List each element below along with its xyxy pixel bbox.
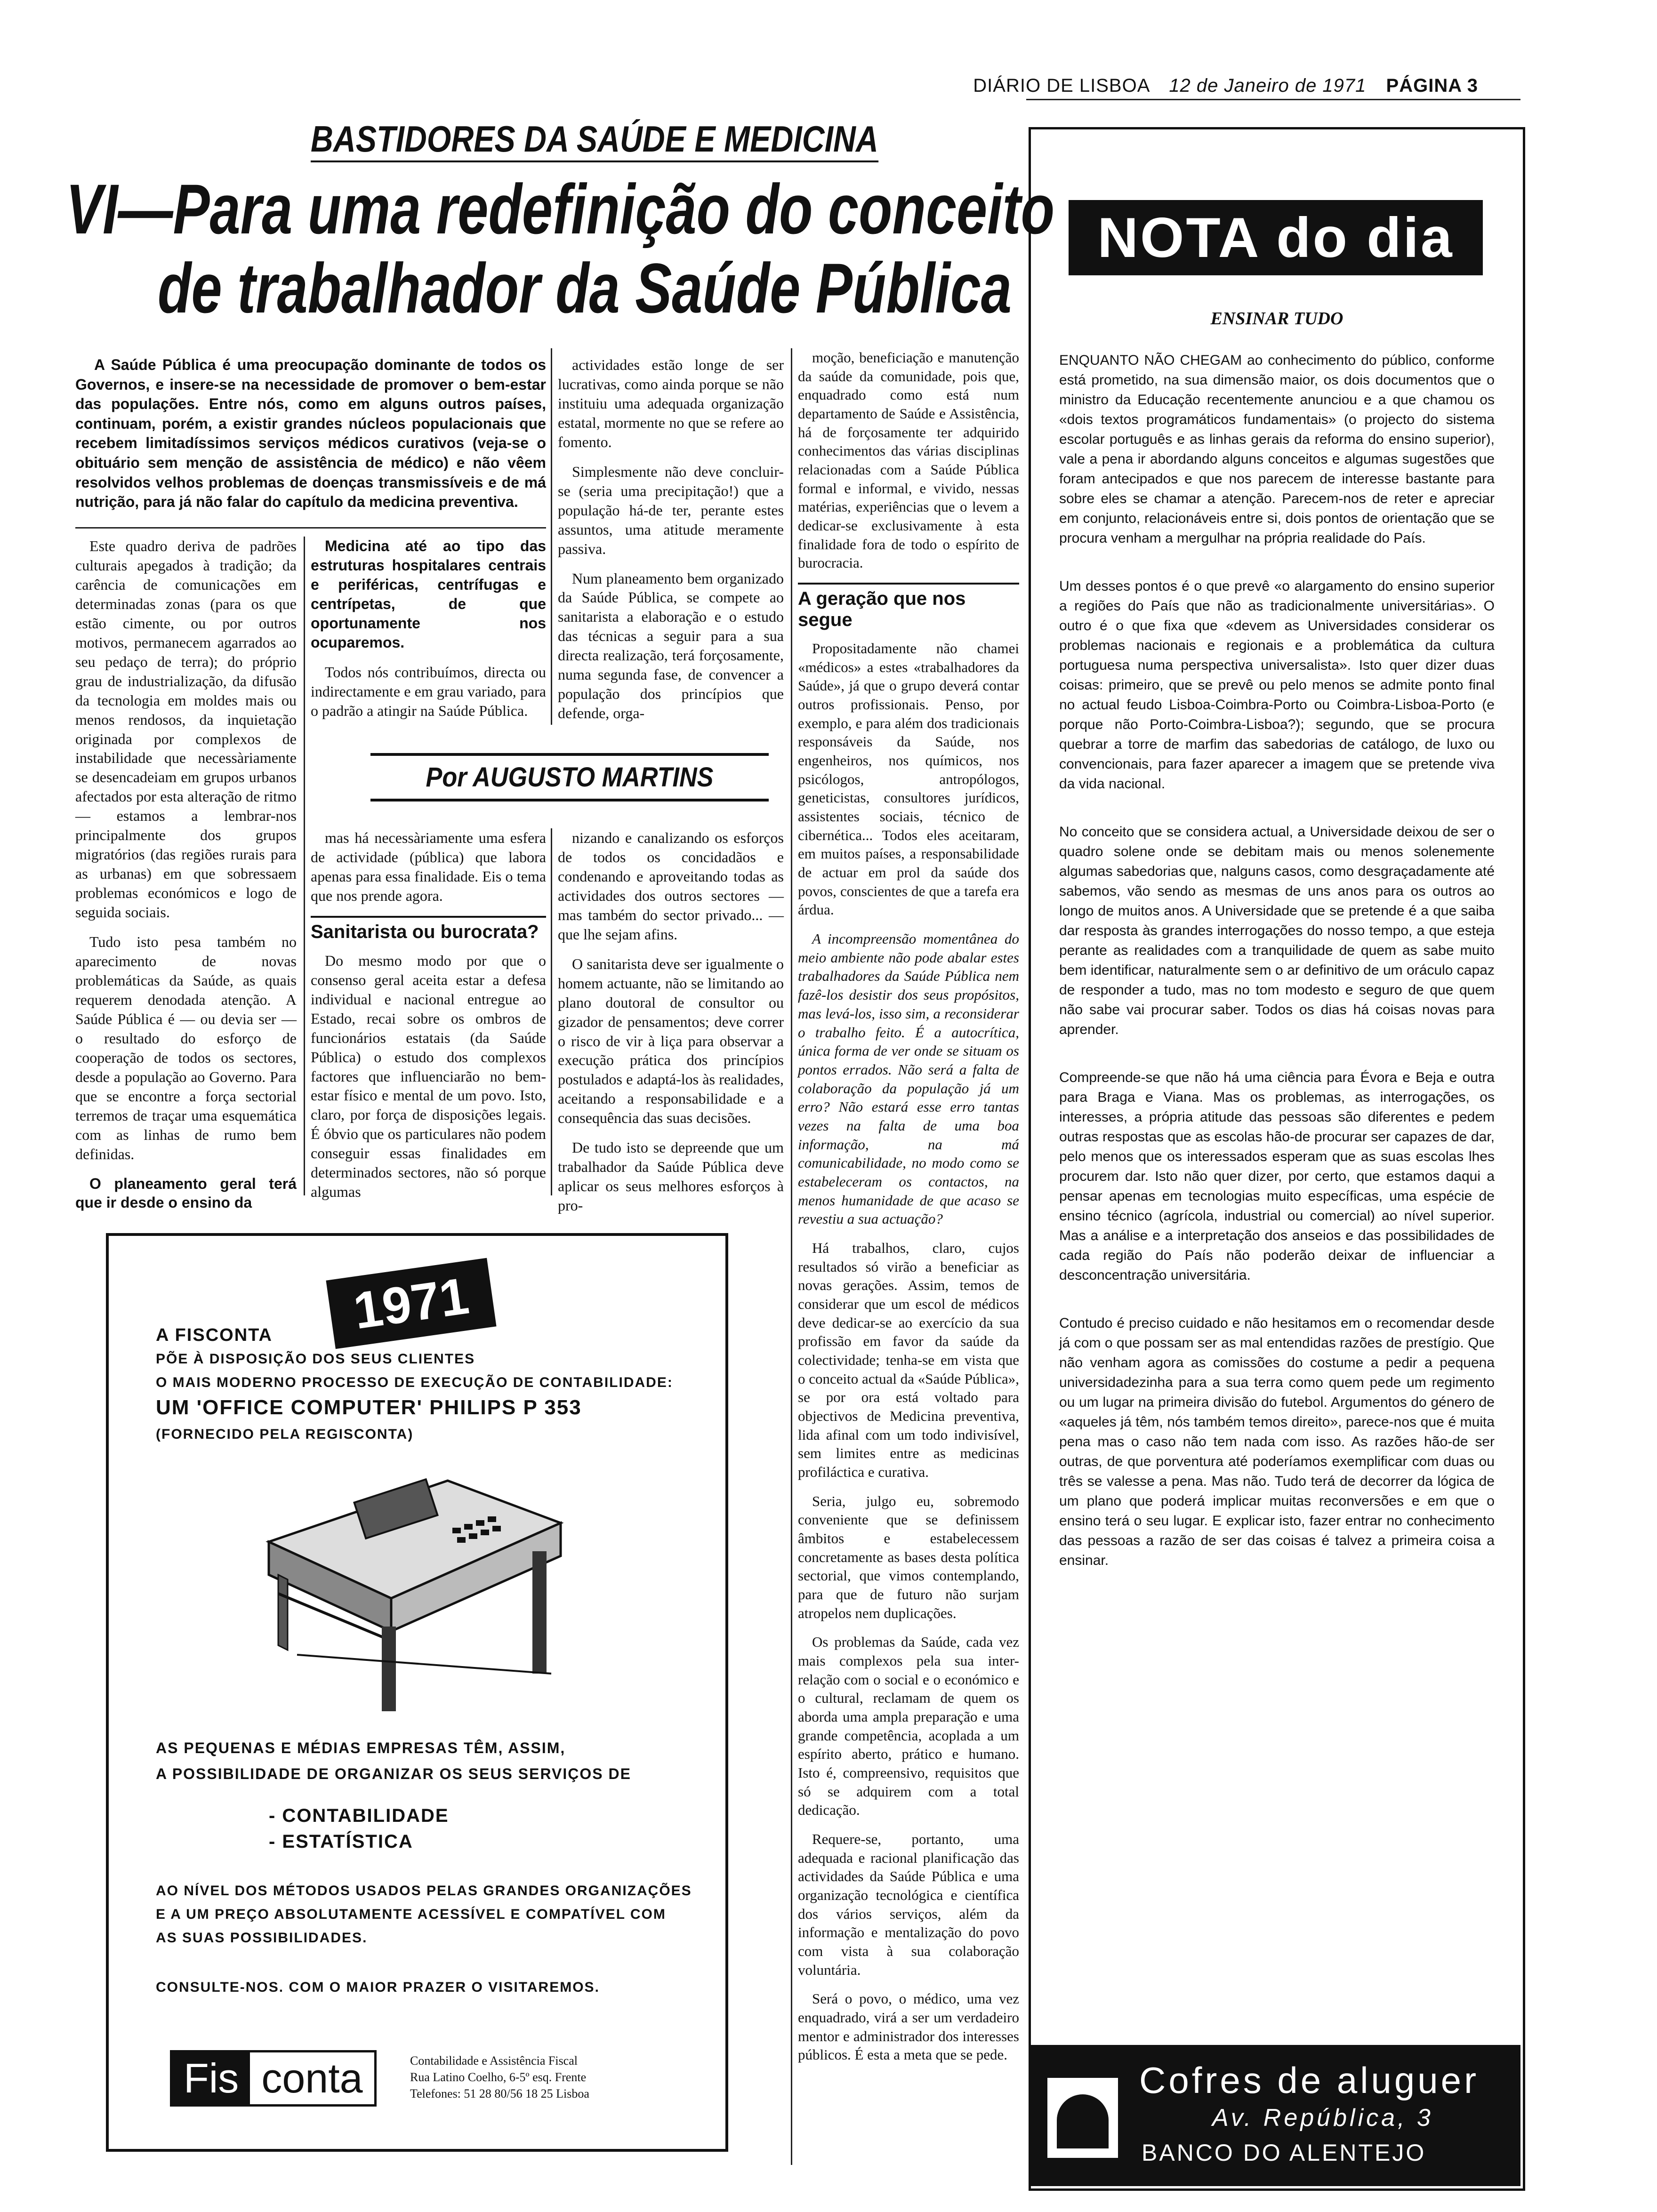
ad-line: AS PEQUENAS E MÉDIAS EMPRESAS TÊM, ASSIM, [156, 1739, 566, 1756]
paragraph: De tudo isto se depreende que um trabalhador da Saúde Pública deve aplicar os seus melhores esforços à pro- [558, 1139, 784, 1214]
paragraph: Medicina até ao tipo das estruturas hospitalares centrais e periféricas, centrífugas e centrípetas, de que oportunamente nos ocuparemos. [311, 537, 546, 651]
paragraph: Há trabalhos, claro, cujos resultados só virão a beneficiar as novas gerações. Assim, temos de considerar que um escol de médicos deve dedicar-se ao exercício da sua profissão em favor da saúde da colectividade; tenha-se em vista que o conceito actual da «Saúde Pública», se por ora está voltado para objectivos de Medicina preventiva, lida afinal com um todo indivisível, sem limites entre as medicinas profiláctica e curativa. [798, 1239, 1020, 1480]
article-column-2 [311, 537, 546, 731]
ad-address [410, 2052, 589, 2102]
banco-do-alentejo-ad [1029, 2045, 1520, 2186]
paragraph: Num planeamento bem organizado da Saúde Pública, se compete ao sanitarista a elaboração e o estudo das técnicas a seguir para a sua directa realização, terá forçosamente, numa segunda fase, de convencer a população dos princípios que defende, orga- [558, 569, 784, 722]
paragraph: O planeamento geral terá que ir desde o ensino da [75, 1175, 297, 1211]
lead-text: A Saúde Pública é uma preocupação dominante de todos os Governos, e insere-se na necessidade de promover o bem-estar das populações. Entre nós, como em alguns outros países, continuam, porém, a existir grandes núcleos populacionais que recebem limitadíssimos serviços médicos curativos (veja-se o obituário sem menção de assistência de médico) e não vêem resolvidos velhos problemas de doenças transmissíveis e de má nutrição, para já não falar do capítulo da medicina preventiva. [75, 356, 546, 511]
article-column-2-lower [311, 828, 546, 1212]
ad-line: AO NÍVEL DOS MÉTODOS USADOS PELAS GRANDES ORGANIZAÇÕES [156, 1883, 692, 1899]
paragraph: Tudo isto pesa também no aparecimento de novas problemáticas da Saúde, as quais requerem denodada atenção. A Saúde Pública é — ou devia ser — o resultado do esforço de cooperação de todos os sectores, desde a população ao Governo. Para que se encontre a força sectorial terremos de traçar uma esquemática com as linhas de rumo bem definidas. [75, 933, 297, 1162]
paragraph: O sanitarista deve ser igualmente o homem actuante, não se limitando ao plano doutoral de consultor ou gizador de pensamentos; deve correr o risco de vir à liça para observar a execução prática dos princípios postulados e adaptá-los às realidades, aceitando a responsabilidade e a consequência das suas decisões. [558, 955, 784, 1127]
article-kicker: BASTIDORES DA SAÚDE E MEDICINA [311, 118, 878, 162]
nota-paragraph: No conceito que se considera actual, a Universidade deixou de ser o quadro solene onde se debitam mais ou menos solenemente algumas sabedorias que, nalguns casos, como desgraçadamente até sabemos, vão sendo as mesmas de uns anos para os outros ao longo de muitos anos. A Universidade que se pretende é a que saiba dar resposta às grandes interrogações do nosso tempo, a que esteja perante as realidades com a tranquilidade de quem as sabe muito bem identificar, naturalmente sem o ar definitivo de um oráculo capaz de responder a tudo, mas no tom modesto e seguro de que quem não sabe vai procurar saber. Todos os dias há coisas novas para aprender. [1059, 824, 1495, 1037]
year-badge: 1971 [326, 1258, 496, 1349]
paragraph: Este quadro deriva de padrões culturais apegados à tradição; da carência de comunicações em determinadas zonas (para os que estão cimente, ou por outros motivos, permanecem agarrados ao seu pedaço de terra); do próprio grau de industrialização, da difusão da tecnologia em moldes mais ou menos rendosos, da inquietação originada por complexos de instabilidade que necessàriamente se desencadeiam em grupos urbanos afectados por esta alteração de ritmo — estamos a lembrar-nos principalmente dos grupos migratórios (das regiões rurais para as urbanas) em que sobressaem problemas económicos e logo de seguida sociais. [75, 537, 297, 921]
headline-line-2: de trabalhador da Saúde Pública [158, 248, 1012, 328]
header-rule [1026, 99, 1520, 100]
ad-line: A FISCONTA [156, 1325, 273, 1345]
article-column-3 [558, 355, 784, 733]
issue-date: 12 de Janeiro de 1971 [1169, 75, 1367, 96]
page-header [959, 75, 1478, 96]
column-rule [551, 828, 552, 1195]
nota-paragraph: Compreende-se que não há uma ciência para Évora e Beja e outra para Braga e Viana. Mas os problemas, as interrogações, os interesses, a própria atitude das pessoas são diferentes e pedem outras respostas que as escolas hão-de procurar ser capazes de dar, pelo menos que os interessados esperam que as suas escolas lhes procurem dar. Isto não quer dizer, por certo, que estamos daqui a pensar apenas em tecnologias muito específicas, uma espécie de ensino técnico (agrícola, industrial ou comercial) ao nível superior. Mas a análise e a interpretação dos anseios e das possibilidades de cada região do País não poderão deixar de influenciar a desconcentração universitária. [1059, 1070, 1495, 1283]
column-rule [551, 348, 552, 725]
office-computer-illustration [250, 1452, 579, 1716]
nota-do-dia-box [1029, 127, 1525, 2191]
cofres-line-1: Cofres de aluguer [1139, 2060, 1480, 2101]
ad-item: - ESTATÍSTICA [269, 1831, 413, 1852]
paragraph: moção, beneficiação e manutenção da saúde da comunidade, pois que, enquadrado como está num departamento de Saúde e Assistência, há de forçosamente ter adquirido conhecimentos das várias disciplinas relacionadas com a Saúde Pública formal e informal, e vivido, nessas matérias, experiências que o levem a dedicar-se exclusivamente à esta finalidade fora de todo o espírito de burocracia. [798, 349, 1019, 571]
address-line: Rua Latino Coelho, 6-5º esq. Frente [410, 2070, 587, 2084]
subheading: A geração que nos segue [798, 583, 1019, 631]
ad-line: UM 'OFFICE COMPUTER' PHILIPS P 353 [156, 1396, 582, 1419]
paragraph: nizando e canalizando os esforços de todos os concidadãos e condenando e aproveitando todas as actividades dos outros sectores — mas também do sector privado... — que lhe sejam afins. [558, 829, 784, 943]
nota-paragraph: Um desses pontos é o que prevê «o alargamento do ensino superior a regiões do País que não as tradicionalmente universitárias». O outro é o que fixa que «devem as Universidades considerar os problemas nacionais e regionais e a problemática da cultura portuguesa numa perspectiva universalista». Isto quer dizer duas coisas: primeiro, que se prevê ou pelo menos se admite ponto final no actual feudo Lisboa-Coimbra-Porto ou Coimbra-Lisboa-Porto (e porque não Porto-Coimbra-Lisboa?); segundo, que se procura quebrar a torre de marfim das sabedorias de catálogo, de luxo ou convencionais, para fazer aparecer a imagem que se pretende viva da vida nacional. [1059, 578, 1495, 792]
cofres-line-3: BANCO DO ALENTEJO [1142, 2140, 1426, 2166]
paragraph: mas há necessàriamente uma esfera de actividade (pública) que labora apenas para essa finalidade. Eis o tema que nos prende agora. [311, 829, 546, 904]
nota-title: ENSINAR TUDO [1210, 309, 1343, 329]
ad-line: (FORNECIDO PELA REGISCONTA) [156, 1427, 414, 1442]
article-column-1 [75, 537, 297, 1223]
page-number: PÁGINA 3 [1386, 75, 1478, 96]
ad-line: E A UM PREÇO ABSOLUTAMENTE ACESSÍVEL E COMPATÍVEL COM [156, 1907, 666, 1922]
logo-part-conta: conta [261, 2055, 363, 2101]
headline-line-1: VI—Para uma redefinição do conceito [66, 169, 1055, 248]
paragraph: Seria, julgo eu, sobremodo conveniente que se definissem âmbitos e estabelecessem concretamente as bases desta política sectorial, que vimos contemplando, para que de futuro não surjam atropelos nem duplicações. [798, 1492, 1019, 1621]
bank-logo-icon [1047, 2078, 1118, 2158]
subheading: Sanitarista ou burocrata? [311, 916, 546, 943]
lead-rule [75, 527, 546, 529]
logo-part-fis: Fis [172, 2052, 250, 2104]
ad-line: PÕE À DISPOSIÇÃO DOS SEUS CLIENTES [156, 1351, 475, 1367]
paper-name: DIÁRIO DE LISBOA [973, 75, 1150, 96]
ad-line: A POSSIBILIDADE DE ORGANIZAR OS SEUS SERVIÇOS DE [156, 1765, 631, 1782]
nota-paragraph: ENQUANTO NÃO CHEGAM ao conhecimento do público, conforme está prometido, na sua dimensão maior, os dois documentos que o ministro da Educação recentemente anunciou e a que chamou os «dois textos programáticos fundamentais» (o projecto do sistema escolar português e as linhas gerais da reforma do ensino superior), vale a pena ir abordando alguns conceitos e algumas sugestões que foram antecipados e que nos parecem de interesse bastante para sobre eles se chamar a atenção. Parecem-nos de reter e apreciar em conjunto, relacionáveis entre si, dois pontos de orientação que se procura venham a mergulhar na própria realidade do País. [1059, 353, 1495, 546]
article-headline [66, 169, 1094, 328]
ad-line: CONSULTE-NOS. COM O MAIOR PRAZER O VISITAREMOS. [156, 1980, 600, 1995]
nota-paragraph: Contudo é preciso cuidado e não hesitamos em o recomendar desde já com o que possam ser as mal entendidas razões de prestígio. Que não venham agora as comissões do costume a pedir a pequena universidadezinha para a sua terra como quem pede um regimento ou um lugar na primeira divisão do futebol. Argumentos do género de «aqueles já têm, nós também temos direito», parece-nos que é muita pena mas o caso não tem nada com isso. As razões hão-de ser outras, de que porventura até poderíamos exemplificar com duas ou três se valesse a pena. Mas não. Tudo terá de decorrer da lógica de um plano que poderá implicar muitas reconversões e em que o ensino terá o seu lugar. E explicar isto, fazer entrar no conhecimento das pessoas a razão de ser das coisas é talvez a primeira coisa a ensinar. [1059, 1315, 1495, 1568]
column-rule [304, 537, 305, 1195]
address-line: Telefones: 51 28 80/56 18 25 Lisboa [410, 2087, 589, 2101]
fisconta-advertisement [106, 1233, 728, 2152]
paragraph: Será o povo, o médico, uma vez enquadrado, virá a ser um verdadeiro mentor e administrador dos interesses públicos. É esta a meta que se pede. [798, 1990, 1019, 2063]
paragraph: Propositadamente não chamei «médicos» a estes «trabalhadores da Saúde», já que o grupo deverá contar outros profissionais. Penso, por exemplo, e para além dos tradicionais responsáveis da Saúde, nos engenheiros, nos químicos, nos psicólogos, antropólogos, geneticistas, consultores jurídicos, assistentes sociais, técnico de cibernética... Todos eles aceitaram, em muitos países, a responsabilidade de actuar em prol da saúde dos povos, conscientes de que a tarefa era árdua. [798, 640, 1019, 918]
cofres-line-2: Av. República, 3 [1212, 2104, 1433, 2132]
article-column-4 [798, 348, 1019, 2075]
nota-body [1059, 351, 1495, 1571]
ad-line: O MAIS MODERNO PROCESSO DE EXECUÇÃO DE CONTABILIDADE: [156, 1375, 673, 1390]
ad-item: - CONTABILIDADE [269, 1805, 449, 1826]
paragraph: Todos nós contribuímos, directa ou indirectamente e em grau variado, para o padrão a atingir na Saúde Pública. [311, 663, 546, 719]
paragraph: Requere-se, portanto, uma adequada e racional planificação das actividades da Saúde Pública e uma organização tecnológica e científica dos vários serviços, além da informação e mentalização do povo com vista à sua colaboração voluntária. [798, 1831, 1019, 1978]
paragraph: Simplesmente não deve concluir-se (seria uma precipitação!) que a população há-de ter, perante estes assuntos, uma atitude meramente passiva. [558, 463, 784, 557]
address-line: Contabilidade e Assistência Fiscal [410, 2054, 578, 2068]
article-lead [75, 355, 546, 512]
article-byline: Por AUGUSTO MARTINS [370, 753, 769, 801]
article-column-3-lower [558, 828, 784, 1226]
paragraph: A incompreensão momentânea do meio ambiente não pode abalar estes trabalhadores da Saúde Pública nem fazê-los desistir dos seus propósitos, mas levá-los, isso sim, a reconsiderar o trabalho feito. É a autocrítica, única forma de ver onde se situam os pontos errados. Não será a falta de colaboração da população já um erro? Não estará esse erro tantas vezes na falta de uma boa informação, na má comunicabilidade, no modo como se estabeleceram os contactos, na menos humanidade de que acaso se revestiu a sua actuação? [798, 930, 1019, 1227]
paragraph: Do mesmo modo por que o consenso geral aceita estar a defesa individual e nacional entregue ao Estado, recai sobre os ombros de funcionários estatais (da Saúde Pública) o estudo dos complexos factores que influenciarão no bem-estar físico e mental de um povo. Isto, claro, por força de disposições legais. É óbvio que os particulares não podem conseguir essas finalidades em determinados sectores, não só porque algumas [311, 952, 546, 1201]
fisconta-logo [170, 2050, 377, 2107]
ad-line: AS SUAS POSSIBILIDADES. [156, 1930, 368, 1946]
paragraph: actividades estão longe de ser lucrativas, como ainda porque se não instituiu uma adequada organização estatal, mormente no que se refere ao fomento. [558, 356, 784, 450]
paragraph: Os problemas da Saúde, cada vez mais complexos pela sua inter-relação com o social e o económico e o cultural, reclamam de quem os aborda uma ampla preparação e uma grande competência, acoplada a um espírito aberto, prático e humano. Isto é, compreensivo, requisitos que só se adquirem com a total dedicação. [798, 1634, 1019, 1819]
nota-banner: NOTA do dia [1069, 200, 1483, 275]
column-rule [791, 348, 792, 2165]
